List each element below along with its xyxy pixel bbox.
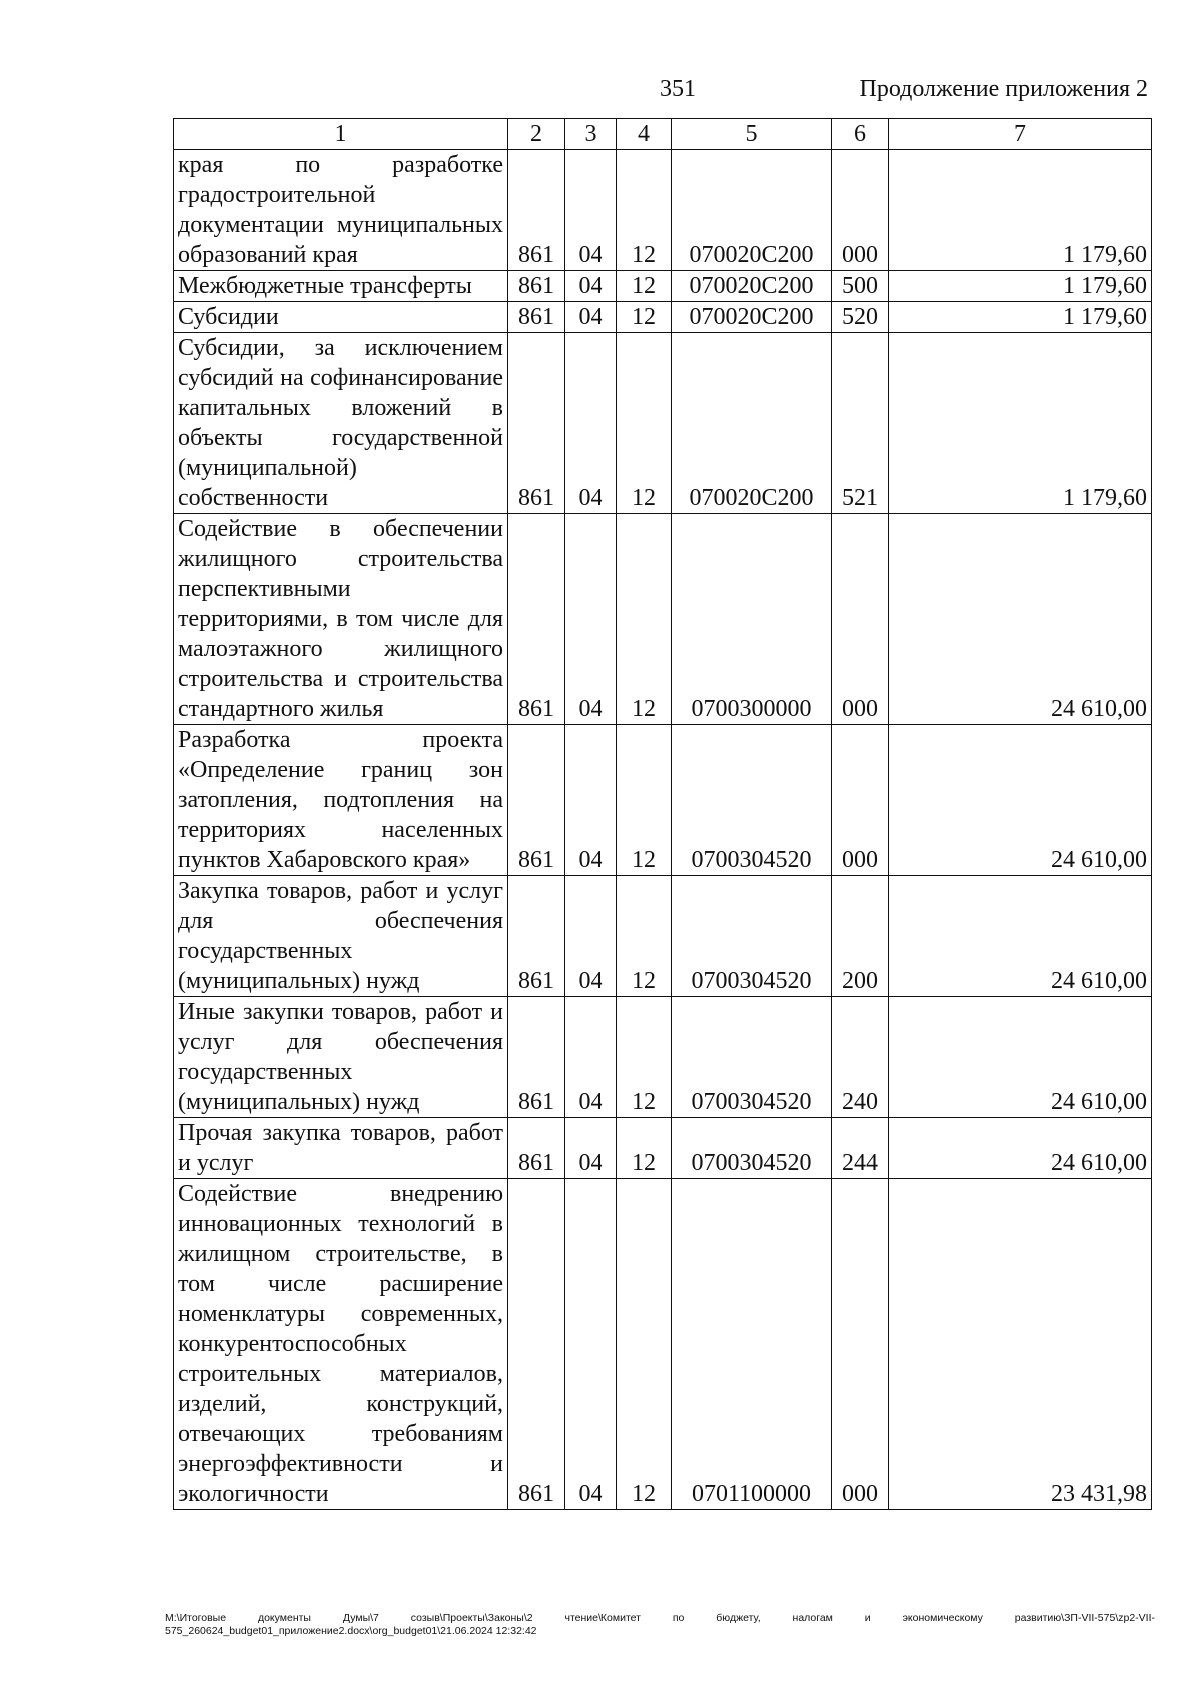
row-col-4: 12 [617, 1118, 672, 1179]
table-row [174, 271, 1152, 302]
row-col-3: 04 [565, 1118, 617, 1179]
table-row [174, 514, 1152, 725]
row-col-2: 861 [508, 271, 565, 302]
table-row [174, 150, 1152, 271]
row-col-5: 070020С200 [672, 150, 832, 271]
row-col-3: 04 [565, 1179, 617, 1510]
row-col-4: 12 [617, 997, 672, 1118]
row-col-6: 520 [832, 302, 889, 333]
column-header-4: 4 [617, 119, 672, 150]
column-header-5: 5 [672, 119, 832, 150]
table-row [174, 1118, 1152, 1179]
row-col-3: 04 [565, 271, 617, 302]
row-amount: 24 610,00 [889, 1118, 1152, 1179]
row-name: Содействие внедрению инновационных технологий в жилищном строительстве, в том числе расширение номенклатуры современных, конкурентоспособных строительных материалов, изделий, конструкций, отвечающих требованиям энергоэффективности и экологичности [174, 1179, 508, 1510]
table-row [174, 876, 1152, 997]
row-amount: 1 179,60 [889, 333, 1152, 514]
row-col-5: 0700304520 [672, 876, 832, 997]
file-path-footer: M:\Итоговые документы Думы\7 созыв\Проекты\Законы\2 чтение\Комитет по бюджету, налогам и экономическому развитию\ЗП-VII-575\zp2-VII-575_260624_budget01_приложение2.docx\org_budget01\21.06.2024 12:32:42 [165, 1612, 1155, 1637]
row-name: Субсидии, за исключением субсидий на софинансирование капитальных вложений в объекты государственной (муниципальной) собственности [174, 333, 508, 514]
row-col-2: 861 [508, 997, 565, 1118]
row-col-2: 861 [508, 333, 565, 514]
row-col-4: 12 [617, 514, 672, 725]
column-header-1: 1 [174, 119, 508, 150]
row-amount: 24 610,00 [889, 876, 1152, 997]
row-name: края по разработке градостроительной документации муниципальных образований края [174, 150, 508, 271]
row-col-4: 12 [617, 1179, 672, 1510]
row-col-2: 861 [508, 725, 565, 876]
row-col-2: 861 [508, 514, 565, 725]
row-amount: 1 179,60 [889, 271, 1152, 302]
table-row [174, 997, 1152, 1118]
row-name: Закупка товаров, работ и услуг для обеспечения государственных (муниципальных) нужд [174, 876, 508, 997]
row-col-2: 861 [508, 876, 565, 997]
row-col-6: 200 [832, 876, 889, 997]
row-amount: 1 179,60 [889, 150, 1152, 271]
row-col-5: 0701100000 [672, 1179, 832, 1510]
row-col-6: 244 [832, 1118, 889, 1179]
row-col-3: 04 [565, 876, 617, 997]
row-col-5: 0700304520 [672, 1118, 832, 1179]
column-header-6: 6 [832, 119, 889, 150]
row-col-4: 12 [617, 333, 672, 514]
row-col-6: 000 [832, 1179, 889, 1510]
row-col-2: 861 [508, 150, 565, 271]
row-col-6: 521 [832, 333, 889, 514]
row-col-6: 240 [832, 997, 889, 1118]
row-name: Субсидии [174, 302, 508, 333]
row-col-3: 04 [565, 725, 617, 876]
row-name: Разработка проекта «Определение границ зон затопления, подтопления на территориях населенных пунктов Хабаровского края» [174, 725, 508, 876]
row-col-5: 070020С200 [672, 302, 832, 333]
row-name: Прочая закупка товаров, работ и услуг [174, 1118, 508, 1179]
row-col-4: 12 [617, 725, 672, 876]
row-amount: 23 431,98 [889, 1179, 1152, 1510]
row-col-3: 04 [565, 333, 617, 514]
row-col-2: 861 [508, 1118, 565, 1179]
row-col-6: 000 [832, 150, 889, 271]
column-header-3: 3 [565, 119, 617, 150]
row-col-5: 070020С200 [672, 271, 832, 302]
row-col-5: 0700300000 [672, 514, 832, 725]
row-name: Иные закупки товаров, работ и услуг для обеспечения государственных (муниципальных) нужд [174, 997, 508, 1118]
column-header-7: 7 [889, 119, 1152, 150]
row-col-3: 04 [565, 150, 617, 271]
row-col-3: 04 [565, 514, 617, 725]
row-col-4: 12 [617, 150, 672, 271]
row-amount: 24 610,00 [889, 997, 1152, 1118]
row-col-6: 000 [832, 725, 889, 876]
table-header-row [174, 119, 1152, 150]
row-col-3: 04 [565, 997, 617, 1118]
row-amount: 1 179,60 [889, 302, 1152, 333]
table-row [174, 333, 1152, 514]
table-row [174, 725, 1152, 876]
continuation-label: Продолжение приложения 2 [859, 76, 1148, 102]
budget-table [173, 118, 1152, 1510]
row-col-2: 861 [508, 1179, 565, 1510]
row-col-4: 12 [617, 271, 672, 302]
row-name: Содействие в обеспечении жилищного строительства перспективными территориями, в том числе для малоэтажного жилищного строительства и строительства стандартного жилья [174, 514, 508, 725]
row-col-2: 861 [508, 302, 565, 333]
row-col-5: 070020С200 [672, 333, 832, 514]
column-header-2: 2 [508, 119, 565, 150]
row-col-4: 12 [617, 876, 672, 997]
row-amount: 24 610,00 [889, 725, 1152, 876]
page-number: 351 [660, 76, 696, 102]
row-col-6: 500 [832, 271, 889, 302]
row-amount: 24 610,00 [889, 514, 1152, 725]
row-col-5: 0700304520 [672, 997, 832, 1118]
row-col-6: 000 [832, 514, 889, 725]
table-row [174, 1179, 1152, 1510]
row-col-4: 12 [617, 302, 672, 333]
row-col-5: 0700304520 [672, 725, 832, 876]
table-row [174, 302, 1152, 333]
row-name: Межбюджетные трансферты [174, 271, 508, 302]
row-col-3: 04 [565, 302, 617, 333]
